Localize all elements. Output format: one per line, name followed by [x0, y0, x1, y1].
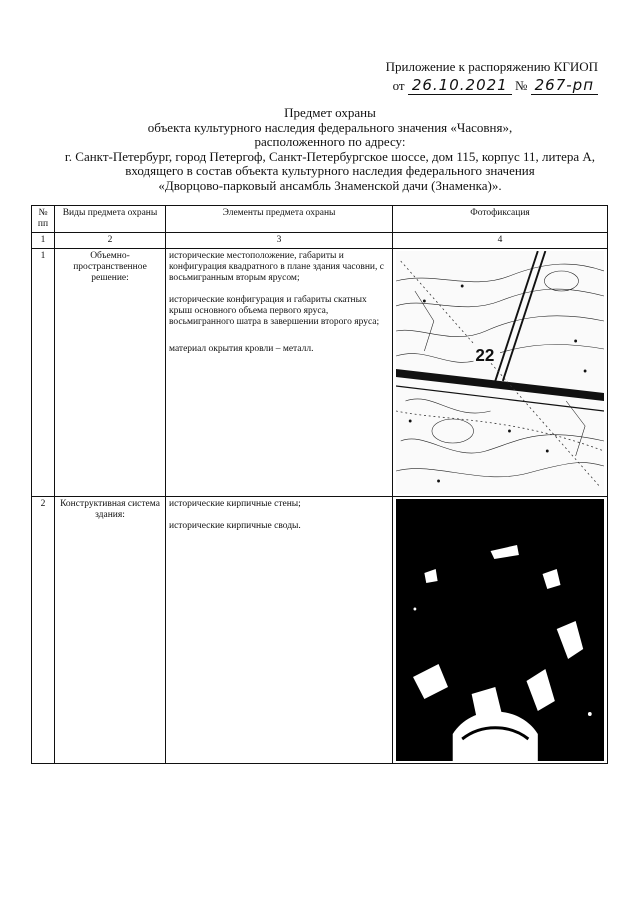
table-header-row: [32, 206, 608, 233]
table-row: [32, 497, 608, 764]
title-line: объекта культурного наследия федерального значения «Часовня»,: [147, 119, 513, 135]
element-item: исторические местоположение, габариты и конфигурация квадратного в плане здания часовни, с восьмигранным вторым ярусом;: [169, 251, 384, 283]
element-item: исторические конфигурация и габариты скатных крыш основного объема первого яруса, восьмигранного шатра в завершении второго яруса;: [169, 295, 380, 327]
photo-cell: [393, 497, 608, 764]
row-number: 2: [32, 497, 55, 764]
number-prefix: №: [514, 78, 528, 93]
column-number: 3: [166, 233, 393, 249]
document-title: [30, 106, 630, 193]
protection-elements: [166, 249, 393, 497]
column-number: 1: [32, 233, 55, 249]
protection-type: Конструктивная система здания:: [55, 497, 166, 764]
title-line: Предмет охраны: [284, 105, 376, 120]
element-item: исторические кирпичные стены;: [169, 499, 301, 509]
photo-cell: [393, 249, 608, 497]
appendix-header: [386, 58, 598, 94]
from-prefix: от: [392, 78, 405, 93]
header-cell-num: № пп: [32, 206, 55, 233]
column-number: 4: [393, 233, 608, 249]
table-row: [32, 249, 608, 497]
header-cell-photo: Фотофиксация: [393, 206, 608, 233]
row-number: 1: [32, 249, 55, 497]
header-cell-type: Виды предмета охраны: [55, 206, 166, 233]
element-item: материал окрытия кровли – металл.: [169, 344, 314, 354]
vault-photo-image: [396, 499, 604, 761]
map-label: 22: [475, 344, 495, 366]
protection-type: Объемно-пространственное решение:: [55, 249, 166, 497]
order-date: 26.10.2021: [408, 76, 512, 95]
element-item: исторические кирпичные своды.: [169, 521, 301, 531]
title-line: расположенного по адресу:: [254, 134, 406, 149]
appendix-label: Приложение к распоряжению КГИОП: [385, 59, 598, 74]
column-number: 2: [55, 233, 166, 249]
title-line: г. Санкт-Петербург, город Петергоф, Санкт-Петербургское шоссе, дом 115, корпус 11, литера А,: [64, 148, 596, 164]
order-number: 267-рп: [531, 76, 598, 95]
column-number-row: [32, 233, 608, 249]
protection-table: [31, 205, 608, 764]
title-line: входящего в состав объекта культурного наследия федерального значения: [125, 163, 535, 178]
appendix-date-line: [386, 77, 598, 94]
title-line: «Дворцово-парковый ансамбль Знаменской дачи (Знаменка)».: [158, 177, 502, 193]
header-cell-elements: Элементы предмета охраны: [166, 206, 393, 233]
protection-elements: [166, 497, 393, 764]
site-map-image: [396, 251, 604, 494]
